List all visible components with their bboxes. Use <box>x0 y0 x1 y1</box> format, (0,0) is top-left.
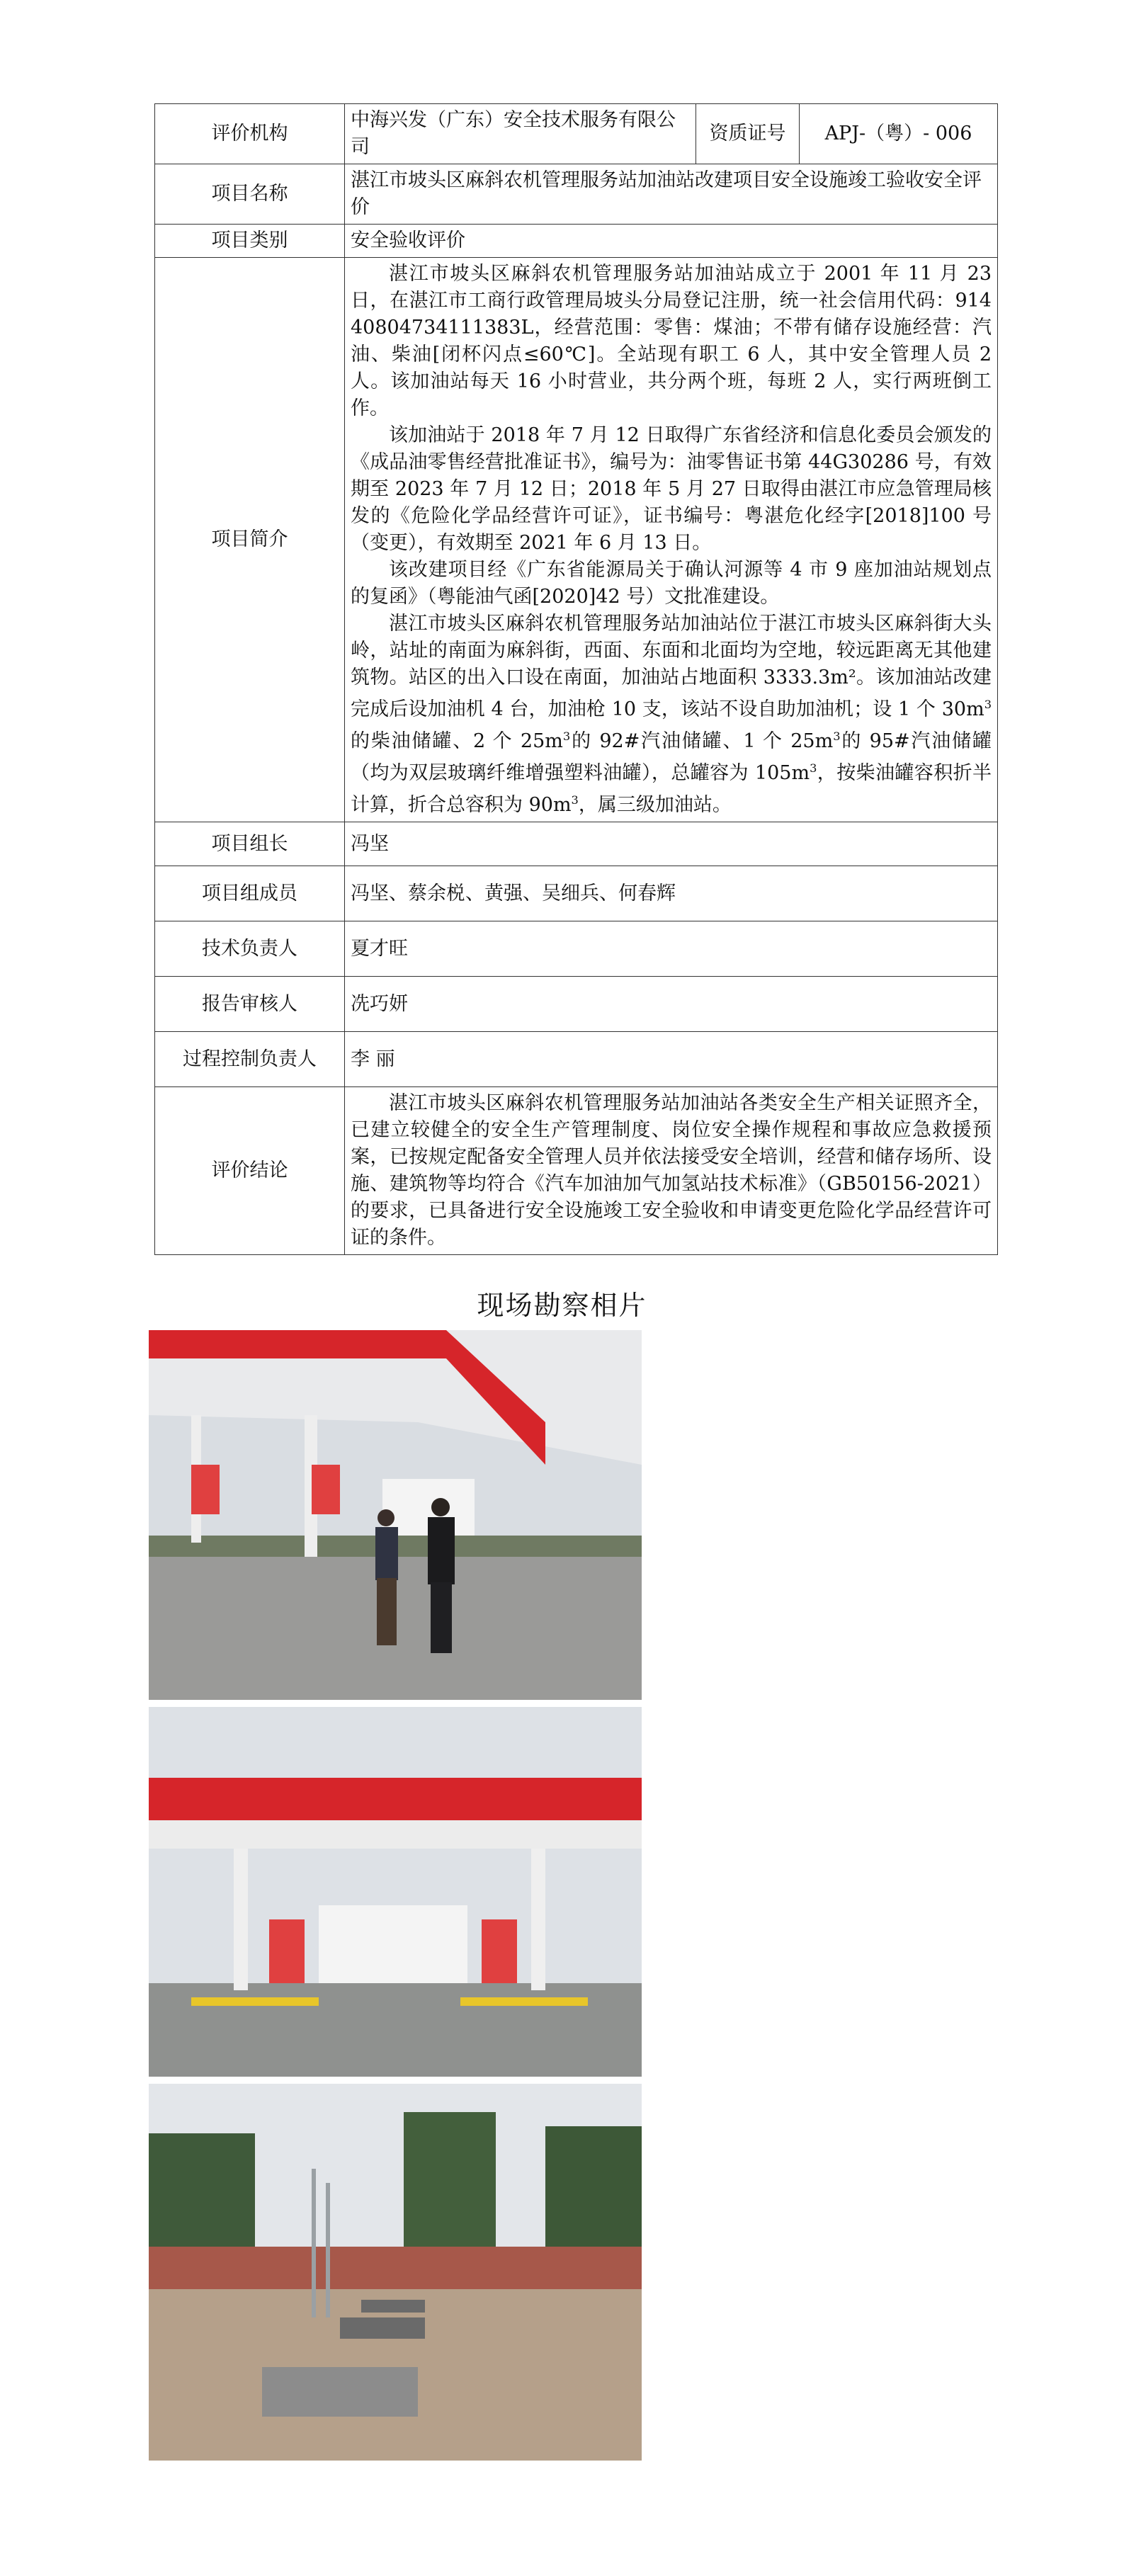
leader-label: 项目组长 <box>155 822 345 866</box>
tech-value: 夏才旺 <box>345 921 998 977</box>
intro-value <box>345 258 998 822</box>
intro-paragraph-4 <box>351 611 992 819</box>
tech-label: 技术负责人 <box>155 921 345 977</box>
conclusion-value <box>345 1087 998 1255</box>
intro-row <box>155 258 998 822</box>
process-label: 过程控制负责人 <box>155 1032 345 1087</box>
unit-superscript: 3 <box>810 761 817 775</box>
members-label: 项目组成员 <box>155 866 345 921</box>
intro-label: 项目简介 <box>155 258 345 822</box>
org-label: 评价机构 <box>155 104 345 164</box>
org-value: 中海兴发（广东）安全技术服务有限公司 <box>345 104 696 164</box>
unit-superscript: 3 <box>833 730 841 743</box>
site-photo-3 <box>149 2084 642 2461</box>
reviewer-row <box>155 977 998 1032</box>
conclusion-label: 评价结论 <box>155 1087 345 1255</box>
unit-superscript: 3 <box>571 793 579 807</box>
intro-paragraph-2: 该加油站于 2018 年 7 月 12 日取得广东省经济和信息化委员会颁发的《成品油零售经营批准证书》，编号为：油零售证书第 44G30286 号，有效期至 2023 年 7 月 12 日；2018 年 5 月 27 日取得由湛江市应急管理局核发的《危险化学品经营许可证》，证书编号：粤湛危化经字[2018]100 号（变更），有效期至 2021 年 6 月 13 日。 <box>351 424 992 554</box>
conclusion-row <box>155 1087 998 1255</box>
conclusion-text: 湛江市坡头区麻斜农机管理服务站加油站各类安全生产相关证照齐全，已建立较健全的安全生产管理制度、岗位安全操作规程和事故应急救援预案，已按规定配备安全管理人员并依法接受安全培训，经营和储存场所、设施、建筑物等均符合《汽车加油加气加氢站技术标准》（GB50156-2021）的要求，已具备进行安全设施竣工安全验收和申请变更危险化学品经营许可证的条件。 <box>351 1092 992 1249</box>
intro-paragraph-3: 该改建项目经《广东省能源局关于确认河源等 4 市 9 座加油站规划点的复函》（粤能油气函[2020]42 号）文批准建设。 <box>351 559 992 608</box>
site-photo-2 <box>149 1707 642 2077</box>
intro-p4-part-f: ，属三级加油站。 <box>578 794 732 816</box>
intro-paragraph-1: 湛江市坡头区麻斜农机管理服务站加油站成立于 2001 年 11 月 23 日，在湛江市工商行政管理局坡头分局登记注册，统一社会信用代码：91440804734111383L，经营范围：零售：煤油；不带有储存设施经营：汽油、柴油[闭杯闪点≤60℃]。全站现有职工 6 人，其中安全管理人员 2 人。该加油站每天 16 小时营业，共分两个班，每班 2 人，实行两班倒工作。 <box>351 263 992 419</box>
name-row <box>155 164 998 225</box>
process-value: 李 丽 <box>345 1032 998 1087</box>
intro-p4-part-a: 湛江市坡头区麻斜农机管理服务站加油站位于湛江市坡头区麻斜街大头岭，站址的南面为麻斜街，西面、东面和北面均为空地，较远距离无其他建筑物。站区的出入口设在南面，加油站占地面积 3333.3m²。该加油站改建完成后设加油机 4 台，加油枪 10 支，该站不设自助加油机；设 1 个 30m <box>351 613 992 720</box>
intro-p4-part-b: 的柴油储罐、2 个 25m <box>351 730 563 752</box>
process-row <box>155 1032 998 1087</box>
reviewer-value: 冼巧妍 <box>345 977 998 1032</box>
tech-row <box>155 921 998 977</box>
type-value: 安全验收评价 <box>345 225 998 258</box>
members-value: 冯坚、蔡余棁、黄强、吴细兵、何春辉 <box>345 866 998 921</box>
unit-superscript: 3 <box>984 698 992 711</box>
type-label: 项目类别 <box>155 225 345 258</box>
photos-title: 现场勘察相片 <box>477 1290 647 1321</box>
cert-label: 资质证号 <box>696 104 800 164</box>
name-value: 湛江市坡头区麻斜农机管理服务站加油站改建项目安全设施竣工验收安全评价 <box>345 164 998 225</box>
members-row <box>155 866 998 921</box>
reviewer-label: 报告审核人 <box>155 977 345 1032</box>
intro-p4-part-c: 的 92#汽油储罐、1 个 25m <box>570 730 834 752</box>
intro-p4-part-e: ，按柴油罐容积折半计算，折合总容积为 90m <box>351 762 992 816</box>
name-label: 项目名称 <box>155 164 345 225</box>
leader-row <box>155 822 998 866</box>
unit-superscript: 3 <box>562 730 571 743</box>
project-info-table <box>154 103 998 1255</box>
intro-p4-part-d: 的 95#汽油储罐（均为双层玻璃纤维增强塑料油罐），总罐容为 105m <box>351 730 992 784</box>
org-row <box>155 104 998 164</box>
cert-value: APJ-（粤）- 006 <box>800 104 998 164</box>
type-row <box>155 225 998 258</box>
leader-value: 冯坚 <box>345 822 998 866</box>
site-photo-1 <box>149 1330 642 1700</box>
